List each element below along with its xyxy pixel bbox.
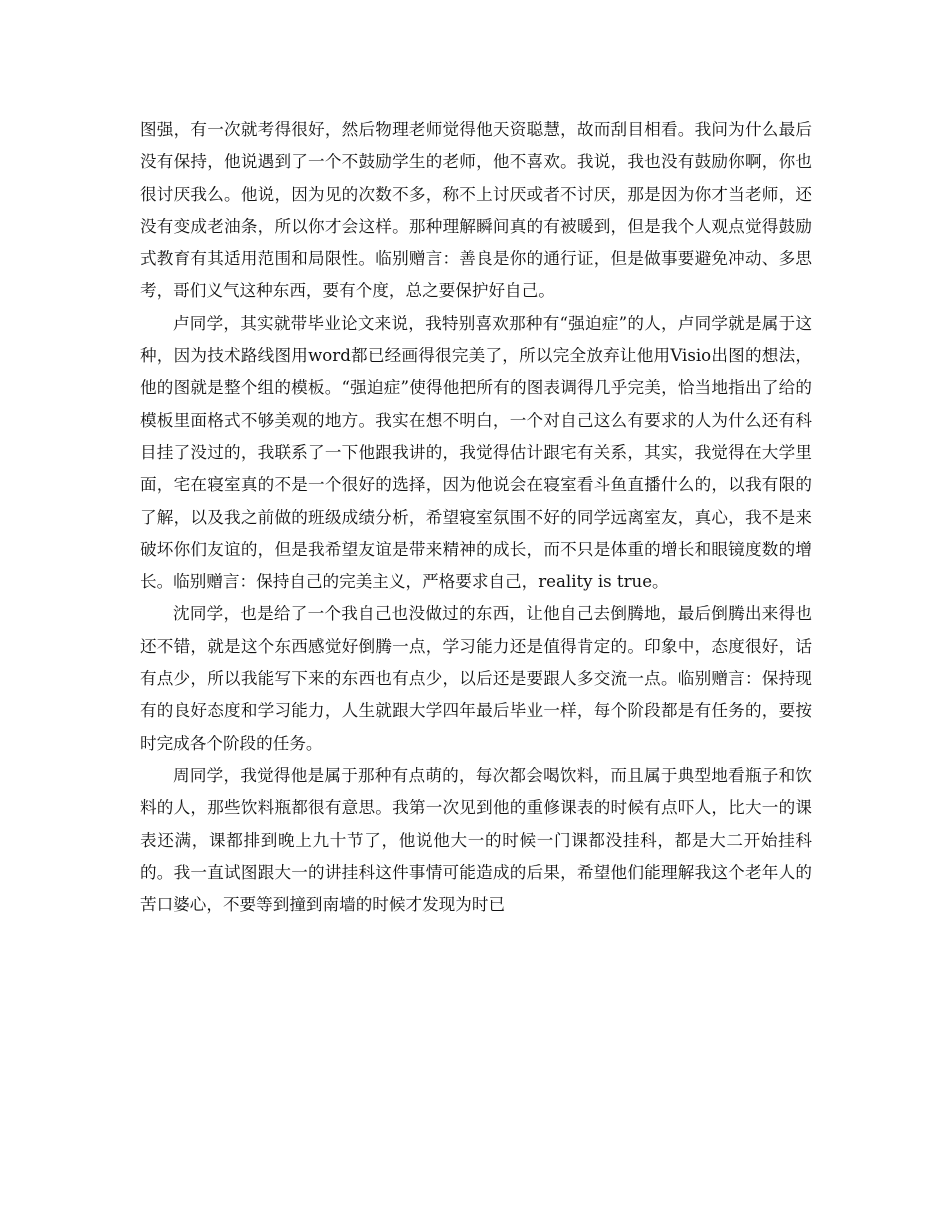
paragraph-4: 周同学，我觉得他是属于那种有点萌的，每次都会喝饮料，而且属于典型地看瓶子和饮料的人，那些饮料瓶都很有意思。我第一次见到他的重修课表的时候有点吓人，比大一的课表还满，课都排到晚上九十节了，他说他大一的时候一门课都没挂科，都是大二开始挂科的。我一直试图跟大一的讲挂科这件事情可能造成的后果，希望他们能理解我这个老年人的苦口婆心，不要等到撞到南墙的时候才发现为时已 (140, 765, 812, 915)
paragraph-3: 沈同学，也是给了一个我自己也没做过的东西，让他自己去倒腾地，最后倒腾出来得也还不错，就是这个东西感觉好倒腾一点，学习能力还是值得肯定的。印象中，态度很好，话有点少，所以我能写下来的东西也有点少，以后还是要跟人多交流一点。临别赠言：保持现有的良好态度和学习能力，人生就跟大学四年最后毕业一样，每个阶段都是有任务的，要按时完成各个阶段的任务。 (140, 604, 812, 753)
document-body (140, 114, 812, 921)
paragraph-2: 卢同学，其实就带毕业论文来说，我特别喜欢那种有“强迫症”的人，卢同学就是属于这种，因为技术路线图用word都已经画得很完美了，所以完全放弃让他用Visio出图的想法，他的图就是整个组的模板。“强迫症”使得他把所有的图表调得几乎完美，恰当地指出了给的模板里面格式不够美观的地方。我实在想不明白，一个对自己这么有要求的人为什么还有科目挂了没过的，我联系了一下他跟我讲的，我觉得估计跟宅有关系，其实，我觉得在大学里面，宅在寝室真的不是一个很好的选择，因为他说会在寝室看斗鱼直播什么的，以我有限的了解，以及我之前做的班级成绩分析，希望寝室氛围不好的同学远离室友，真心，我不是来破坏你们友谊的，但是我希望友谊是带来精神的成长，而不只是体重的增长和眼镜度数的增长。临别赠言：保持自己的完美主义，严格要求自己，reality is true。 (140, 313, 812, 592)
paragraph-1: 图强，有一次就考得很好，然后物理老师觉得他天资聪慧，故而刮目相看。我问为什么最后没有保持，他说遇到了一个不鼓励学生的老师，他不喜欢。我说，我也没有鼓励你啊，你也很讨厌我么。他说，因为见的次数不多，称不上讨厌或者不讨厌，那是因为你才当老师，还没有变成老油条，所以你才会这样。那种理解瞬间真的有被暖到，但是我个人观点觉得鼓励式教育有其适用范围和局限性。临别赠言：善良是你的通行证，但是做事要避免冲动、多思考，哥们义气这种东西，要有个度，总之要保护好自己。 (140, 120, 812, 301)
